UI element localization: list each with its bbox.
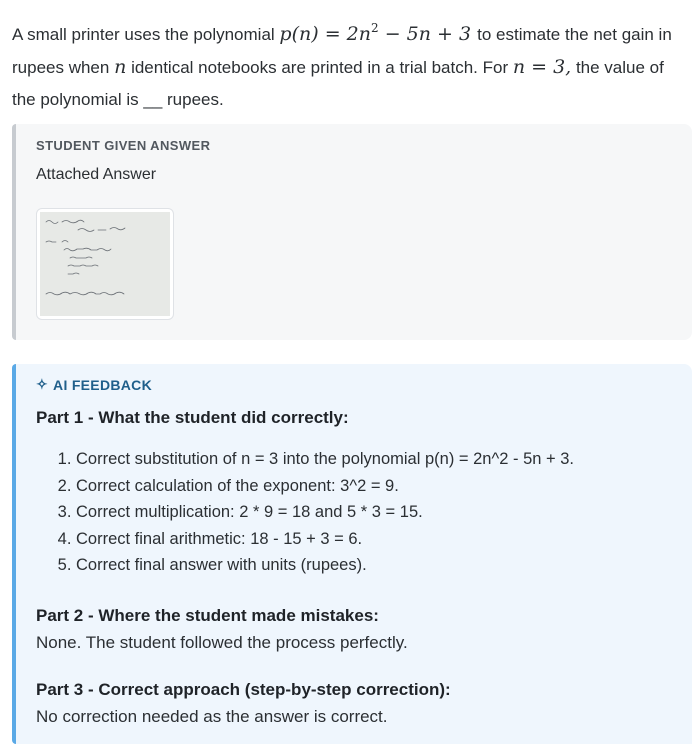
question-part4: the value of the polynomial is — [12, 58, 664, 109]
attached-answer-label: Attached Answer — [36, 166, 157, 183]
polynomial-expression: $p(n) = 2n^2 - 5n + 3$ — [279, 21, 472, 45]
question-part2: to estimate the net gain in rupees when — [12, 25, 672, 77]
condition-n: n = 3, — [512, 56, 572, 78]
part3-heading: Part 3 - Correct approach (step-by-step correction): — [36, 680, 451, 699]
question-part5: rupees. — [167, 90, 224, 109]
list-item: 4. Correct final arithmetic: 18 - 15 + 3 = 6. — [76, 526, 574, 553]
list-item: 5. Correct final answer with units (rupees). — [76, 552, 574, 579]
question-part3: identical notebooks are printed in a trial batch. For — [131, 58, 509, 77]
question-part1: A small printer uses the polynomial — [12, 25, 275, 44]
student-answer-title: STUDENT GIVEN ANSWER — [36, 138, 211, 153]
answer-image-thumbnail[interactable] — [36, 208, 174, 320]
part1-heading: Part 1 - What the student did correctly: — [36, 408, 349, 427]
ai-feedback-title: AI FEEDBACK — [53, 376, 153, 393]
student-answer-panel — [12, 124, 692, 340]
list-item: 3. Correct multiplication: 2 * 9 = 18 and 5 * 3 = 15. — [76, 499, 574, 526]
question-text — [12, 12, 688, 116]
list-item: 2. Correct calculation of the exponent: 3^2 = 9. — [76, 473, 574, 500]
ai-feedback-panel — [12, 364, 692, 744]
part2-text: None. The student followed the process perfectly. — [36, 633, 408, 652]
correct-steps-list — [36, 446, 574, 579]
variable-n: n — [114, 56, 127, 78]
list-item: 1. Correct substitution of n = 3 into the polynomial p(n) = 2n^2 - 5n + 3. — [76, 446, 574, 473]
ai-feedback-header — [36, 376, 152, 393]
answer-blank: __ — [143, 90, 163, 109]
part2-heading: Part 2 - Where the student made mistakes: — [36, 606, 379, 625]
part3-text: No correction needed as the answer is correct. — [36, 707, 388, 726]
sparkle-icon: ✧ — [36, 376, 49, 392]
handwritten-answer-image — [40, 212, 170, 316]
